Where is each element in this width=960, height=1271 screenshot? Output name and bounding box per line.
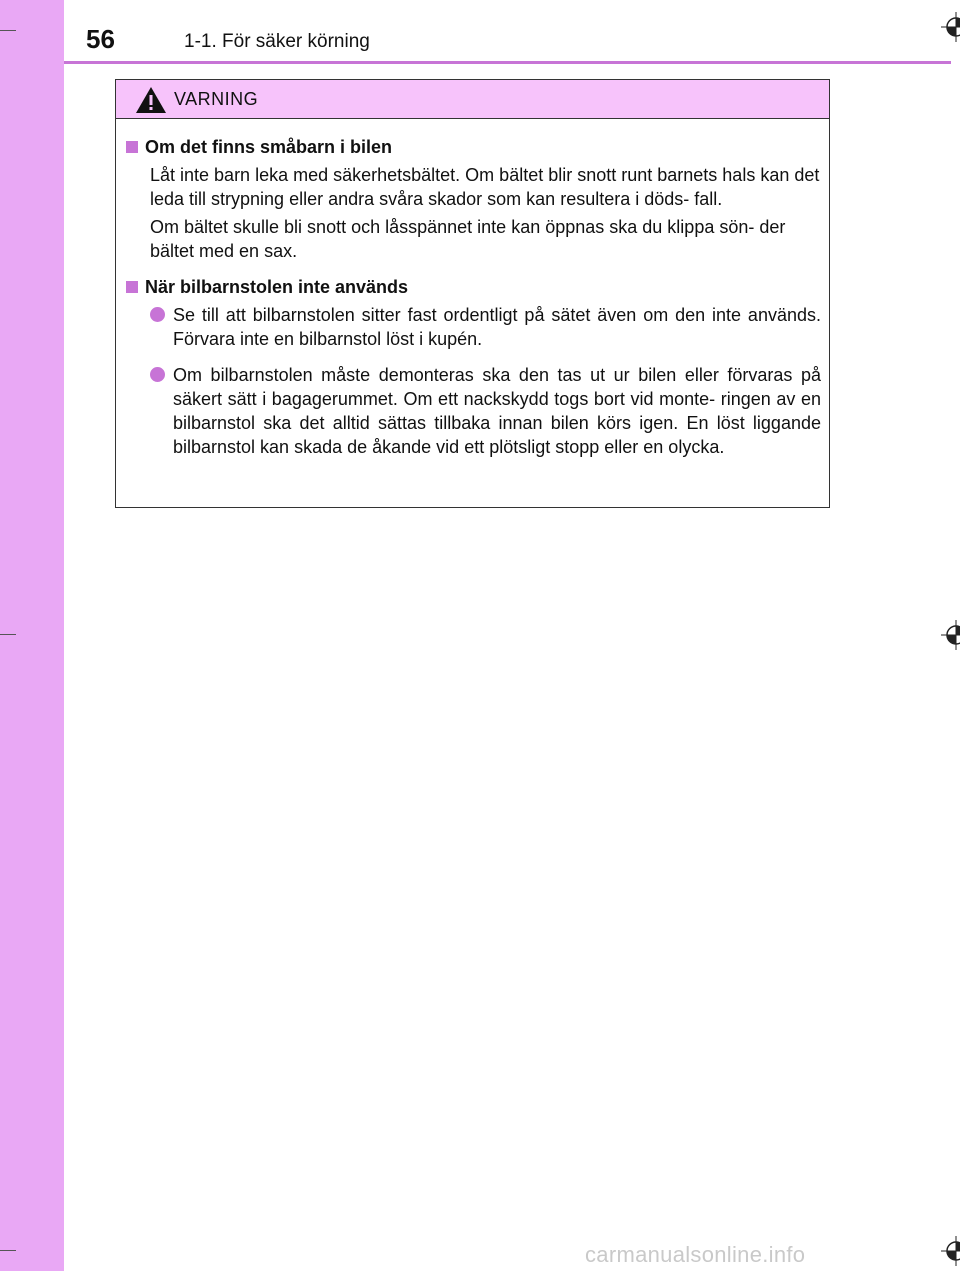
warning-title: VARNING	[174, 89, 259, 109]
topic-heading	[124, 275, 821, 299]
header-rule	[64, 61, 951, 64]
topic-small-children	[124, 135, 821, 263]
side-color-strip	[0, 0, 64, 1271]
crop-mark	[0, 1250, 16, 1251]
square-bullet-icon	[126, 141, 138, 153]
topic-heading	[124, 135, 821, 159]
round-bullet-icon	[150, 367, 165, 382]
registration-mark-icon	[941, 12, 960, 42]
warning-body	[116, 119, 829, 459]
round-bullet-icon	[150, 307, 165, 322]
list-item-text: Se till att bilbarnstolen sitter fast ordentligt på sätet även om den inte används. Förvara inte en bilbarnstol löst i kupén.	[173, 305, 821, 349]
topic-child-seat-not-used	[124, 275, 821, 459]
crop-mark	[0, 30, 16, 31]
list-item	[142, 303, 821, 351]
list-item	[142, 363, 821, 459]
warning-header	[116, 80, 829, 119]
square-bullet-icon	[126, 281, 138, 293]
list-item-text: Om bilbarnstolen måste demonteras ska den tas ut ur bilen eller förvaras på säkert sätt i bagagerummet. Om ett nackskydd togs bort vid monte- ringen av en bilbarnstol ska det alltid sättas tillbaka innan bilen körs igen. En löst liggande bilbarnstol kan skada de åkande vid ett plötsligt stopp eller en olycka.	[173, 365, 821, 457]
warning-triangle-icon	[135, 86, 167, 114]
warning-box	[115, 79, 830, 508]
section-title: 1-1. För säker körning	[184, 31, 370, 52]
crop-mark	[0, 634, 16, 635]
registration-mark-icon	[941, 620, 960, 650]
page-number: 56	[86, 24, 115, 54]
topic-heading-text: Om det finns småbarn i bilen	[145, 137, 393, 157]
paragraph: Låt inte barn leka med säkerhetsbältet. Om bältet blir snott runt barnets hals kan det leda till strypning eller andra svåra skador som kan resultera i döds- fall.	[150, 165, 820, 209]
registration-mark-icon	[941, 1236, 960, 1266]
paragraph: Om bältet skulle bli snott och låsspännet inte kan öppnas ska du klippa sön- der bältet med en sax.	[150, 217, 786, 261]
watermark: carmanualsonline.info	[585, 1242, 806, 1267]
topic-heading-text: När bilbarnstolen inte används	[145, 277, 409, 297]
